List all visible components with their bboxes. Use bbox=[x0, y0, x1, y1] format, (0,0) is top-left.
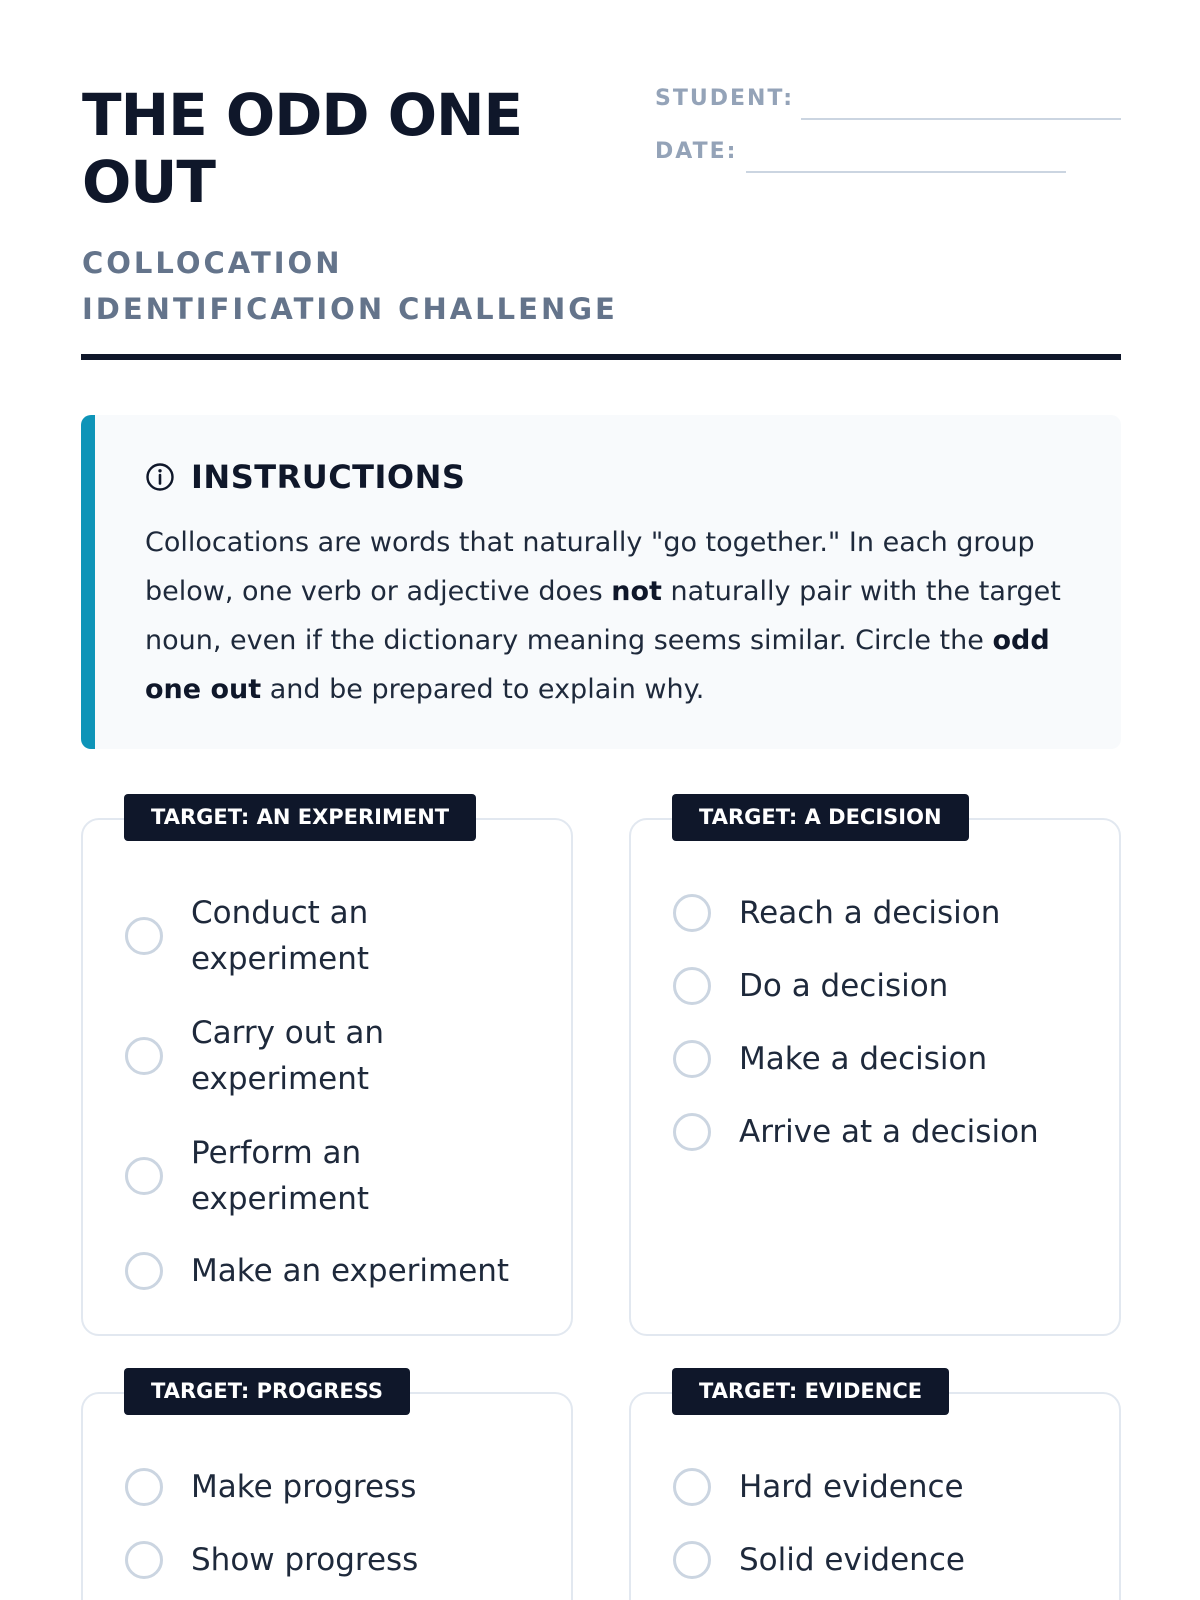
option-label: Make a decision bbox=[739, 1041, 988, 1077]
date-label: DATE: bbox=[655, 139, 738, 164]
option-label: Arrive at a decision bbox=[739, 1114, 1039, 1150]
page-title: THE ODD ONE OUT bbox=[82, 81, 523, 216]
option-label: Make progress bbox=[191, 1469, 417, 1505]
group-tag: TARGET: AN EXPERIMENT bbox=[124, 794, 476, 841]
student-label: STUDENT: bbox=[655, 86, 795, 111]
option-label: Make an experiment bbox=[191, 1253, 510, 1289]
option-item[interactable] bbox=[673, 963, 948, 1009]
radio-circle-icon[interactable] bbox=[673, 894, 711, 932]
option-label: Conduct an experiment bbox=[191, 895, 370, 977]
option-item[interactable] bbox=[673, 1464, 964, 1510]
instructions-text-part: and be prepared to explain why. bbox=[261, 674, 705, 705]
radio-circle-icon[interactable] bbox=[125, 1252, 163, 1290]
instructions-text-part: Collocations are words that naturally "go together." In each group below, one verb or adjective does bbox=[145, 527, 1035, 607]
radio-circle-icon[interactable] bbox=[673, 1040, 711, 1078]
header-divider bbox=[81, 354, 1121, 360]
student-blank-line[interactable] bbox=[801, 118, 1121, 120]
instructions-emphasis-odd-one-out: odd one out bbox=[145, 625, 1050, 705]
option-label: Reach a decision bbox=[739, 895, 1001, 931]
option-item[interactable] bbox=[125, 890, 481, 982]
option-item[interactable] bbox=[673, 1036, 987, 1082]
option-label: Solid evidence bbox=[739, 1542, 965, 1578]
title-block bbox=[82, 82, 642, 332]
page-subtitle: COLLOCATION IDENTIFICATION CHALLENGE bbox=[82, 246, 618, 326]
group-tag: TARGET: A DECISION bbox=[672, 794, 969, 841]
option-item[interactable] bbox=[125, 1537, 418, 1583]
option-item[interactable] bbox=[673, 1109, 1039, 1155]
radio-circle-icon[interactable] bbox=[125, 917, 163, 955]
instructions-emphasis-not: not bbox=[611, 576, 662, 607]
group-tag: TARGET: PROGRESS bbox=[124, 1368, 410, 1415]
radio-circle-icon[interactable] bbox=[673, 1541, 711, 1579]
group-card-experiment bbox=[81, 805, 573, 1336]
group-card-decision bbox=[629, 805, 1121, 1336]
option-item[interactable] bbox=[125, 1464, 416, 1510]
instructions-title: INSTRUCTIONS bbox=[191, 458, 466, 496]
group-card-progress bbox=[81, 1379, 573, 1600]
group-tag: TARGET: EVIDENCE bbox=[672, 1368, 949, 1415]
radio-circle-icon[interactable] bbox=[125, 1541, 163, 1579]
radio-circle-icon[interactable] bbox=[125, 1157, 163, 1195]
option-label: Do a decision bbox=[739, 968, 949, 1004]
radio-circle-icon[interactable] bbox=[673, 1468, 711, 1506]
info-icon bbox=[145, 462, 175, 492]
instructions-panel bbox=[81, 415, 1121, 749]
option-item[interactable] bbox=[125, 1010, 481, 1102]
radio-circle-icon[interactable] bbox=[673, 1113, 711, 1151]
instructions-text-part: naturally pair with the target noun, even if the dictionary meaning seems similar. Circle the bbox=[145, 576, 1061, 656]
radio-circle-icon[interactable] bbox=[673, 967, 711, 1005]
group-card-evidence bbox=[629, 1379, 1121, 1600]
option-item[interactable] bbox=[673, 890, 1000, 936]
radio-circle-icon[interactable] bbox=[125, 1468, 163, 1506]
instructions-text bbox=[145, 518, 1095, 714]
option-item[interactable] bbox=[125, 1248, 509, 1294]
option-label: Carry out an experiment bbox=[191, 1015, 385, 1097]
option-item[interactable] bbox=[673, 1537, 965, 1583]
instructions-heading bbox=[145, 458, 465, 496]
date-blank-line[interactable] bbox=[746, 171, 1066, 173]
option-label: Hard evidence bbox=[739, 1469, 964, 1505]
option-item[interactable] bbox=[125, 1130, 481, 1222]
option-label: Perform an experiment bbox=[191, 1135, 370, 1217]
radio-circle-icon[interactable] bbox=[125, 1037, 163, 1075]
option-label: Show progress bbox=[191, 1542, 419, 1578]
